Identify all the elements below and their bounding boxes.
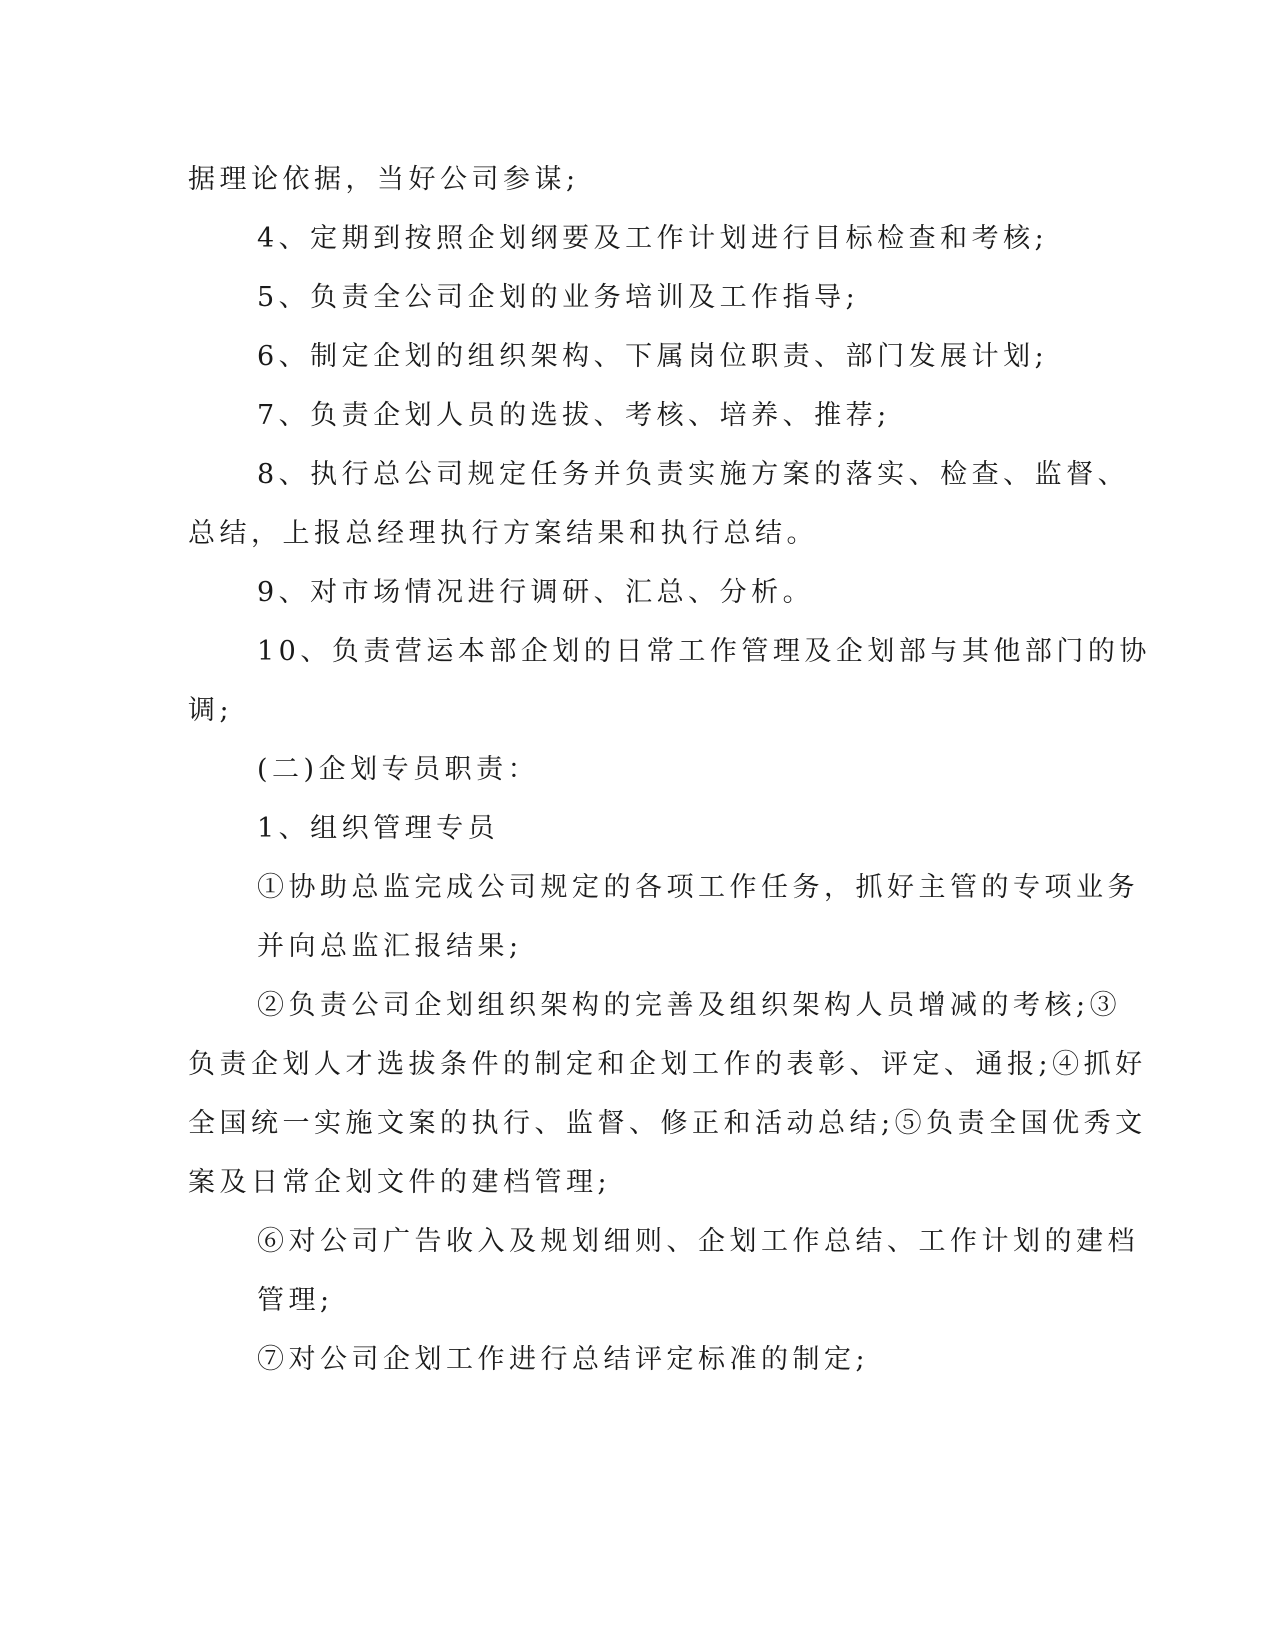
- text-line: 总结，上报总经理执行方案结果和执行总结。: [188, 518, 818, 549]
- subsection-heading: 1、组织管理专员: [257, 813, 500, 844]
- text-line: 全国统一实施文案的执行、监督、修正和活动总结;⑤负责全国优秀文: [188, 1108, 1147, 1139]
- text-line: 并向总监汇报结果;: [257, 931, 523, 962]
- text-line: 调;: [188, 695, 234, 726]
- text-line: 管理;: [257, 1285, 334, 1316]
- text-line: 6、制定企划的组织架构、下属岗位职责、部门发展计划;: [257, 341, 1049, 372]
- text-line: ⑥对公司广告收入及规划细则、企划工作总结、工作计划的建档: [257, 1226, 1139, 1257]
- text-line: ①协助总监完成公司规定的各项工作任务，抓好主管的专项业务: [257, 872, 1139, 903]
- text-line: 5、负责全公司企划的业务培训及工作指导;: [257, 282, 860, 313]
- text-line: 4、定期到按照企划纲要及工作计划进行目标检查和考核;: [257, 223, 1049, 254]
- text-line: ②负责公司企划组织架构的完善及组织架构人员增减的考核;③: [257, 990, 1122, 1021]
- section-heading: (二)企划专员职责：: [257, 754, 540, 785]
- text-line: 10、负责营运本部企划的日常工作管理及企划部与其他部门的协: [257, 636, 1151, 667]
- text-line: 8、执行总公司规定任务并负责实施方案的落实、检查、监督、: [257, 459, 1130, 490]
- text-line: 9、对市场情况进行调研、汇总、分析。: [257, 577, 815, 608]
- text-line: 负责企划人才选拔条件的制定和企划工作的表彰、评定、通报;④抓好: [188, 1049, 1147, 1080]
- text-line: 7、负责企划人员的选拔、考核、培养、推荐;: [257, 400, 891, 431]
- text-line: 案及日常企划文件的建档管理;: [188, 1167, 612, 1198]
- text-line: 据理论依据，当好公司参谋;: [188, 164, 580, 195]
- text-line: ⑦对公司企划工作进行总结评定标准的制定;: [257, 1344, 870, 1375]
